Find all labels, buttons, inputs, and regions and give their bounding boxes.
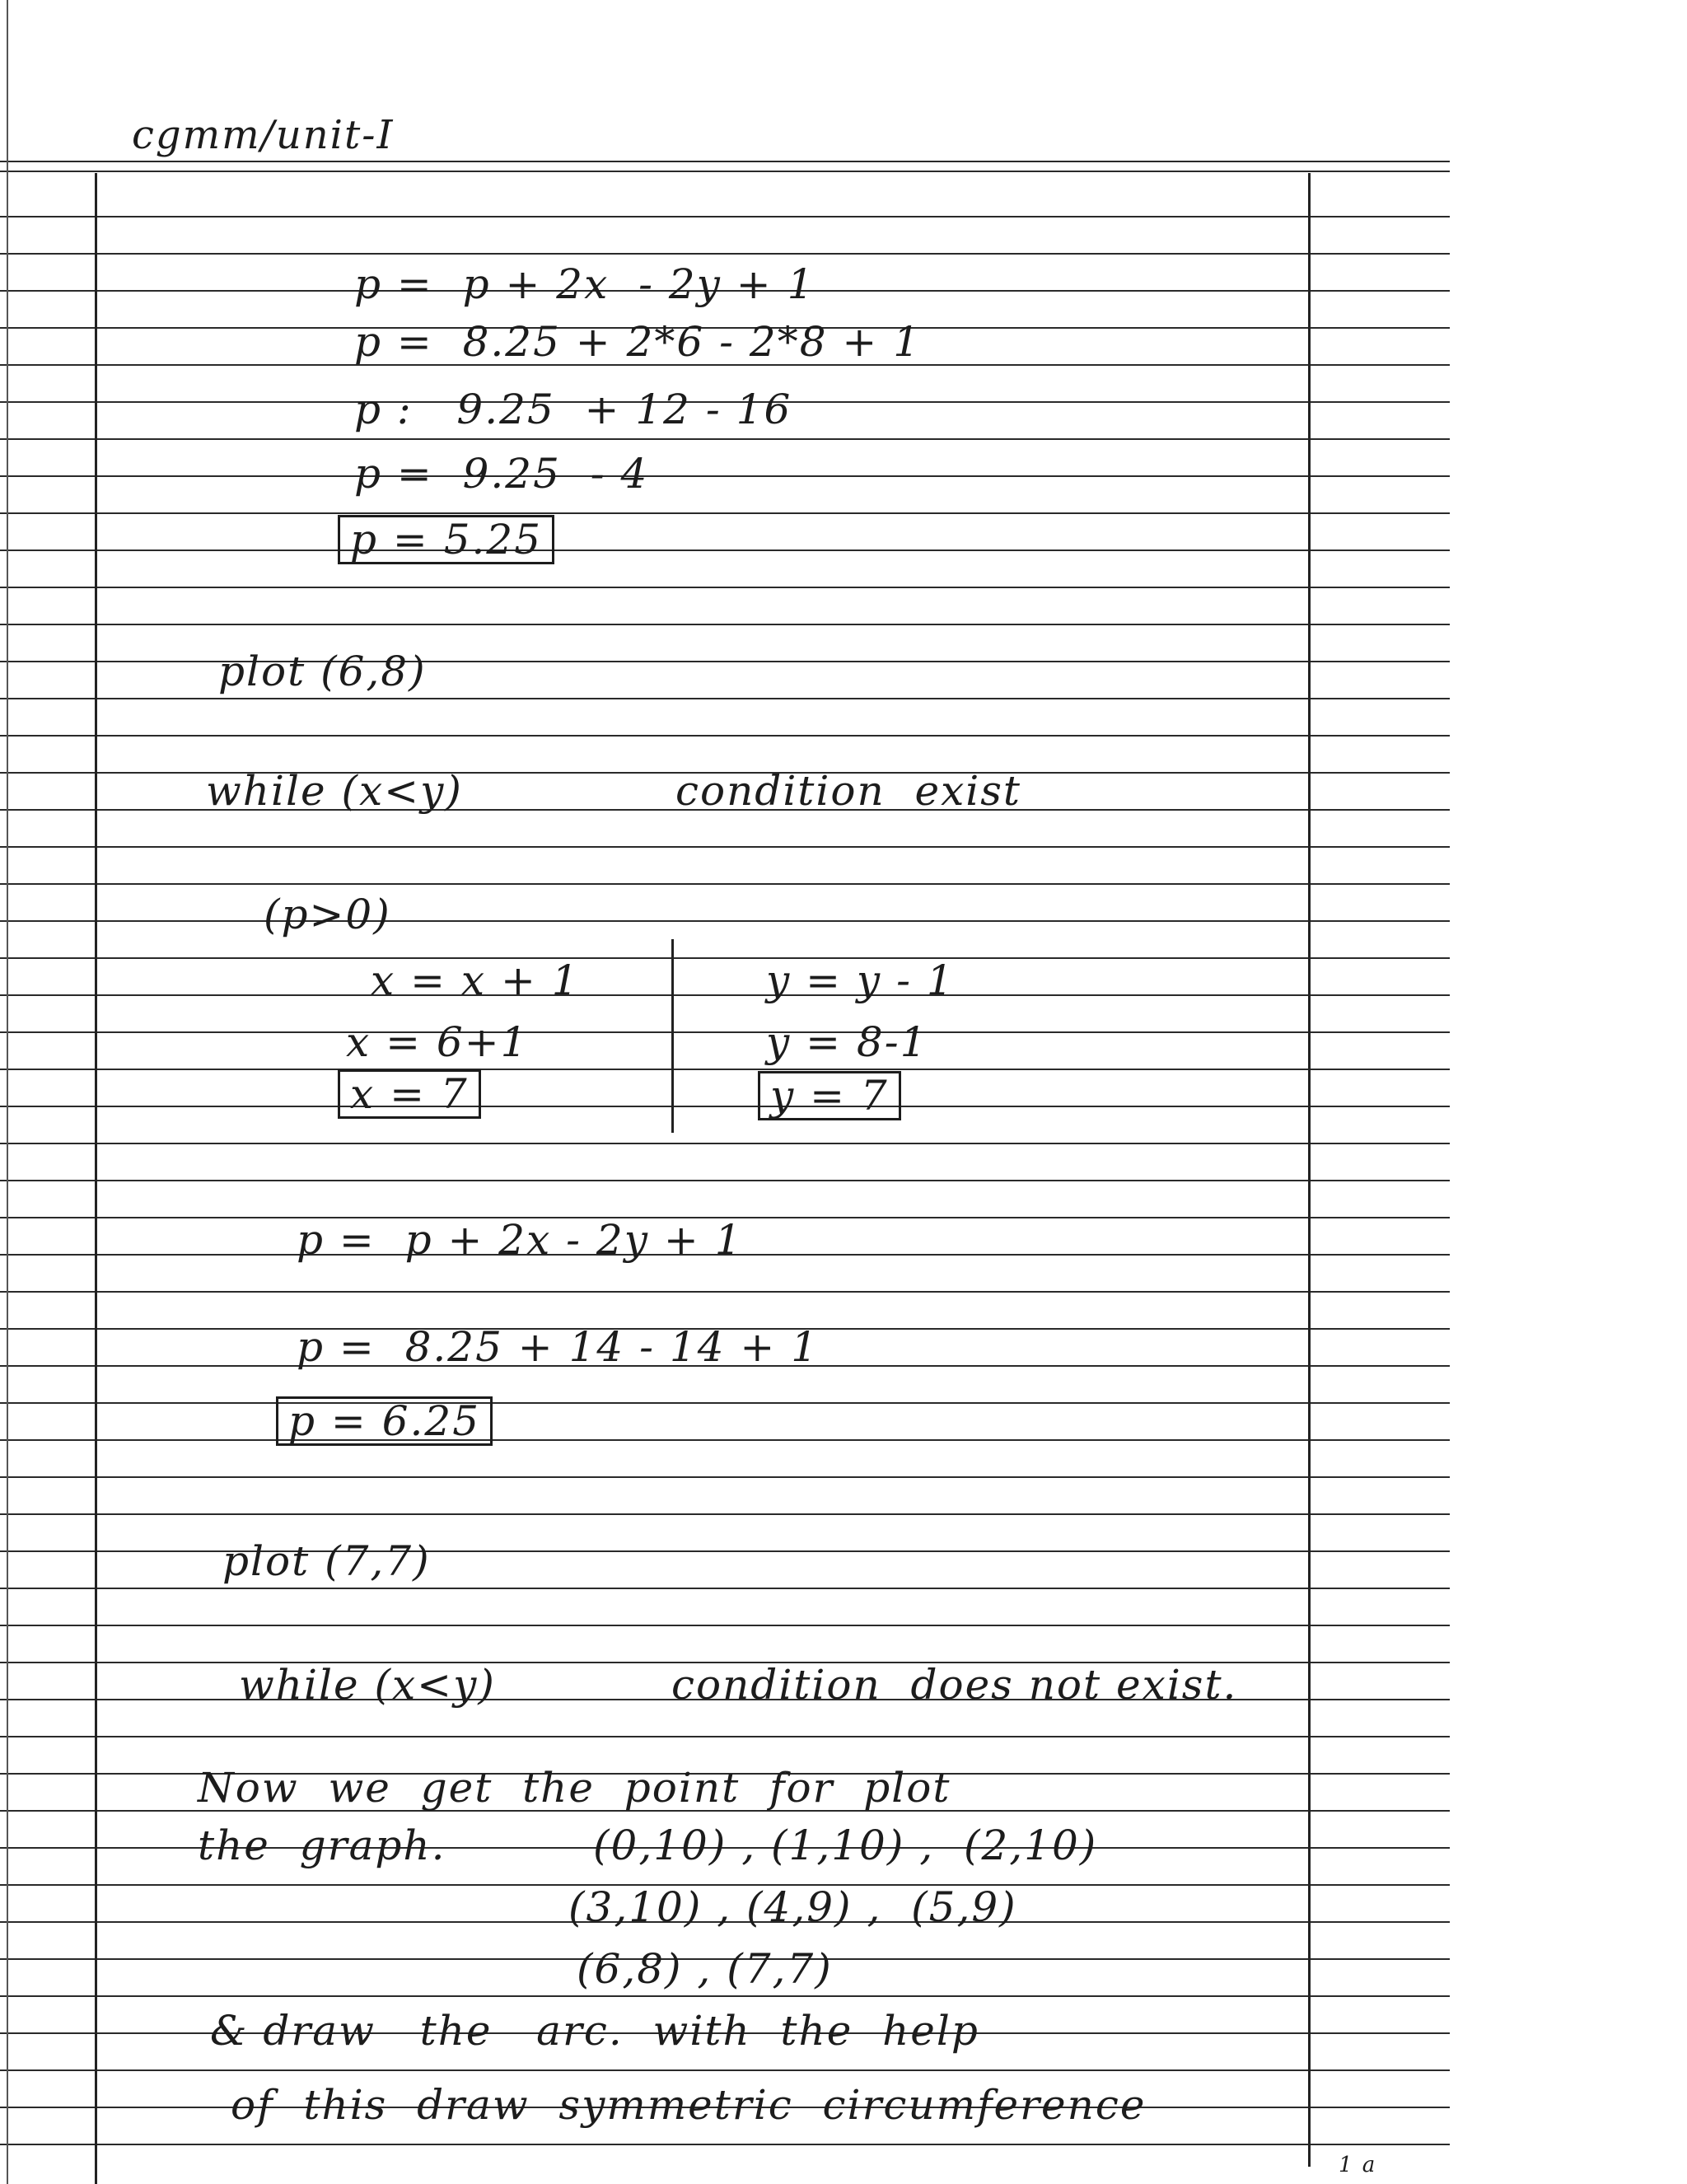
plot-statement: plot (7,7) <box>222 1537 431 1585</box>
ruled-line <box>0 512 1450 514</box>
plot-statement: plot (6,8) <box>218 648 427 695</box>
left-margin-line <box>95 173 97 2184</box>
equation-line: p = p + 2x - 2y + 1 <box>297 1216 743 1264</box>
ruled-line <box>0 920 1450 922</box>
ruled-line <box>0 161 1450 162</box>
ruled-line <box>0 550 1450 551</box>
ruled-line <box>0 1995 1450 1997</box>
ruled-line <box>0 438 1450 440</box>
x-update-line: x = 6+1 <box>346 1018 529 1066</box>
conclusion-line: & draw the arc. with the help <box>210 2007 979 2055</box>
equation-line: p : 9.25 + 12 - 16 <box>354 386 792 433</box>
ruled-line <box>0 1402 1450 1404</box>
ruled-line <box>0 1625 1450 1626</box>
equation-line: p = p + 2x - 2y + 1 <box>354 260 815 308</box>
ruled-line <box>0 475 1450 477</box>
ruled-line <box>0 1513 1450 1515</box>
ruled-line <box>0 216 1450 217</box>
x-update-line: x = x + 1 <box>371 956 580 1004</box>
equation-line: p = 9.25 - 4 <box>354 450 649 498</box>
boxed-result: p = 5.25 <box>338 515 554 564</box>
ruled-line <box>0 698 1450 699</box>
check-condition: (p>0) <box>264 891 391 938</box>
ruled-line <box>0 957 1450 959</box>
ruled-line <box>0 2069 1450 2071</box>
points-list: (6,8) , (7,7) <box>577 1945 833 1993</box>
ruled-line <box>0 624 1450 625</box>
ruled-line <box>0 1143 1450 1144</box>
page-header: cgmm/unit-I <box>132 112 395 158</box>
y-update-line: y = 8-1 <box>766 1018 928 1066</box>
conclusion-line: the graph. <box>198 1822 446 1869</box>
ruled-line <box>0 1031 1450 1033</box>
right-margin-line <box>1308 173 1311 2167</box>
ruled-line <box>0 1106 1450 1107</box>
boxed-result: y = 7 <box>758 1071 901 1120</box>
page-number: 1 a <box>1339 2153 1377 2177</box>
column-divider <box>671 939 674 1133</box>
ruled-line <box>0 661 1450 662</box>
ruled-line <box>0 1476 1450 1478</box>
points-list: (0,10) , (1,10) , (2,10) <box>593 1822 1098 1869</box>
ruled-line <box>0 994 1450 996</box>
equation-line: p = 8.25 + 2*6 - 2*8 + 1 <box>354 318 922 366</box>
conclusion-line: of this draw symmetric circumference <box>231 2081 1147 2129</box>
ruled-line <box>0 1439 1450 1441</box>
boxed-result: x = 7 <box>338 1069 481 1119</box>
ruled-line <box>0 1588 1450 1589</box>
ruled-line <box>0 1736 1450 1737</box>
ruled-line <box>0 883 1450 885</box>
equation-line: p = 8.25 + 14 - 14 + 1 <box>297 1323 820 1371</box>
ruled-line <box>0 735 1450 737</box>
condition-note: condition exist <box>675 767 1022 815</box>
conclusion-line: Now we get the point for plot <box>198 1764 951 1812</box>
ruled-line <box>0 253 1450 255</box>
ruled-line <box>0 1291 1450 1293</box>
ruled-line <box>0 2144 1450 2145</box>
ruled-line <box>0 1180 1450 1181</box>
y-update-line: y = y - 1 <box>766 956 955 1004</box>
boxed-result: p = 6.25 <box>276 1396 493 1446</box>
loop-condition: while (x<y) <box>206 767 463 815</box>
ruled-line <box>0 587 1450 588</box>
points-list: (3,10) , (4,9) , (5,9) <box>568 1883 1017 1931</box>
loop-condition: while (x<y) <box>239 1661 496 1709</box>
ruled-line <box>0 1069 1450 1070</box>
ruled-line <box>0 846 1450 848</box>
ruled-line <box>0 171 1450 172</box>
page-edge-line <box>7 0 8 2184</box>
condition-note: condition does not exist. <box>671 1661 1238 1709</box>
ruled-line <box>0 1550 1450 1552</box>
